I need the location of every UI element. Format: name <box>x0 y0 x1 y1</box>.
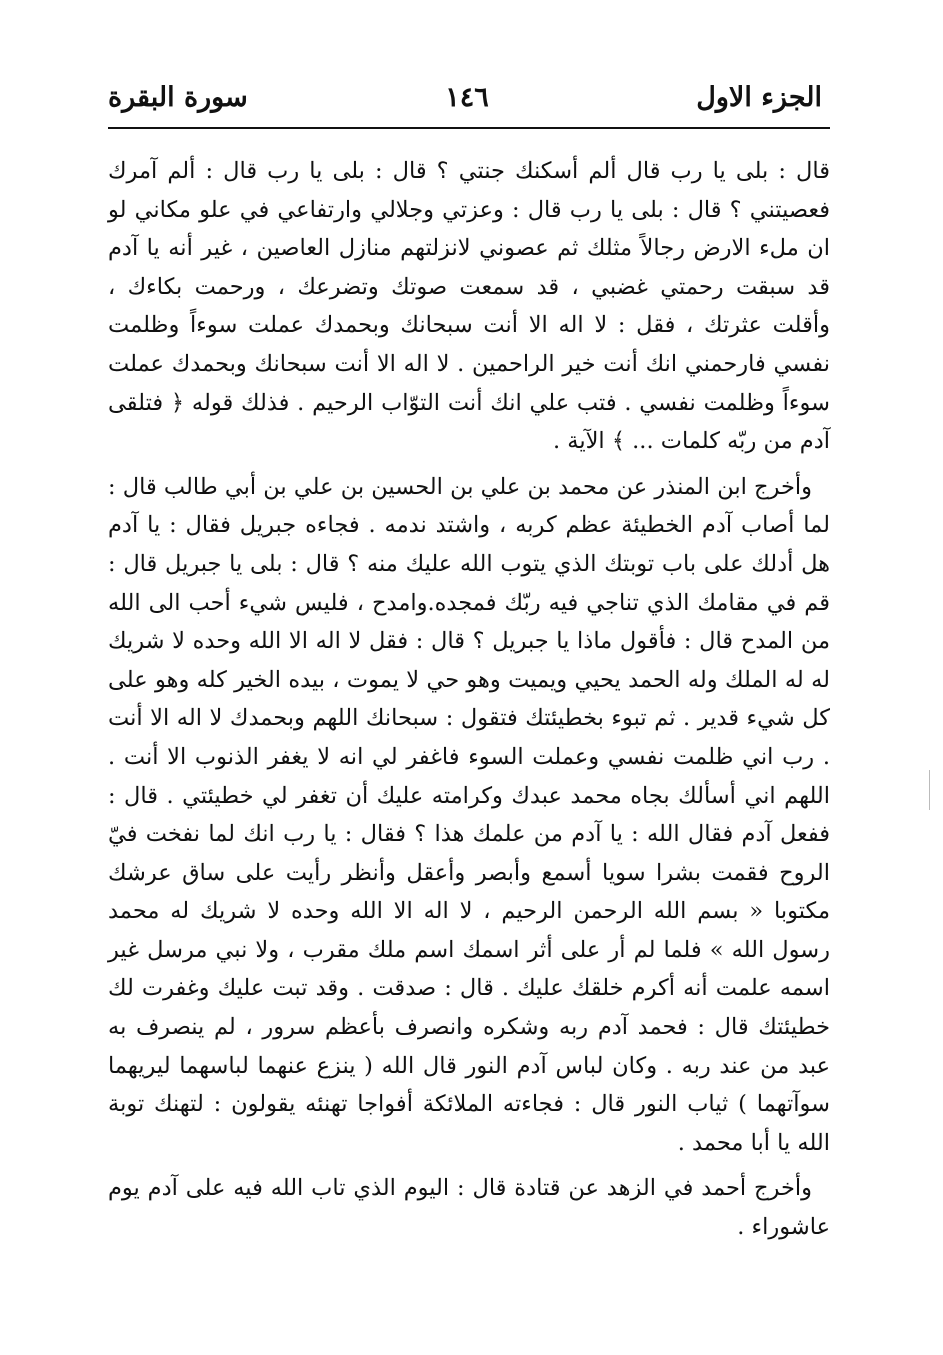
paragraph-ibn-almundhir: وأخرج ابن المنذر عن محمد بن علي بن الحسين بن علي بن أبي طالب قال : لما أصاب آدم الخطيئة عظم كربه ، واشتد ندمه . فجاءه جبريل فقال : يا آدم هل أدلك على باب توبتك الذي يتوب الله عليك منه ؟ قال : بلى يا جبريل قال : قم في مقامك الذي تناجي فيه ربّك فمجده.وامدح ، فليس شيء أحب الى الله من المدح قال : فأقول ماذا يا جبريل ؟ قال : فقل لا اله الا الله وحده لا شريك له له الملك وله الحمد يحيي ويميت وهو حي لا يموت ، بيده الخير كله وهو على كل شيء قدير . ثم تبوء بخطيئتك فتقول : سبحانك اللهم وبحمدك لا اله الا أنت . رب اني ظلمت نفسي وعملت السوء فاغفر لي انه لا يغفر الذنوب الا أنت . اللهم اني أسألك بجاه محمد عبدك وكرامته عليك أن تغفر لي خطيئتي . قال : ففعل آدم فقال الله : يا آدم من علمك هذا ؟ فقال : يا رب انك لما نفخت فيّ الروح فقمت بشرا سويا أسمع وأبصر وأعقل وأنظر رأيت على ساق عرشك مكتوبا « بسم الله الرحمن الرحيم ، لا اله الا الله وحده لا شريك له محمد رسول الله » فلما لم أر على أثر اسمك اسم ملك مقرب ، ولا نبي مرسل غير اسمه علمت أنه أكرم خلقك عليك . قال : صدقت . وقد تبت عليك وغفرت لك خطيئتك قال : فحمد آدم ربه وشكره وانصرف بأعظم سرور ، لم ينصرف به عبد من عند ربه . وكان لباس آدم النور قال الله ( ينزع عنهما لباسهما ليريهما سوآتهما ) ثياب النور قال : فجاءته الملائكة أفواجا تهنئه يقولون : لتهنك توبة الله يا أبا محمد . <box>108 473 830 1156</box>
header-divider <box>108 127 830 129</box>
page-header <box>108 78 826 126</box>
body-text <box>108 152 830 1247</box>
volume-title: الجزء الاول <box>696 82 822 113</box>
surah-title: سورة البقرة <box>108 82 248 113</box>
paragraph-continuation: قال : بلى يا رب قال ألم أسكنك جنتي ؟ قال : بلى يا رب قال : ألم آمرك فعصيتني ؟ قال : بلى يا رب قال : وعزتي وجلالي وارتفاعي في علو مكاني لو ان ملء الارض رجالاً مثلك ثم عصوني لانزلتهم منازل العاصين ، غير أنه يا آدم قد سبقت رحمتي غضبي ، قد سمعت صوتك وتضرعك ، ورحمت بكاءك ، وأقلت عثرتك ، فقل : لا اله الا أنت سبحانك وبحمدك عملت سوءاً وظلمت نفسي فارحمني انك أنت خير الراحمين . لا اله الا أنت سبحانك وبحمدك عملت سوءاً وظلمت نفسي . فتب علي انك أنت التوّاب الرحيم . فذلك قوله ﴿ فتلقى آدم من ربّه كلمات ... ﴾ الآية . <box>108 158 830 455</box>
page-number: ١٤٦ <box>445 82 489 113</box>
scan-edge-mark <box>929 770 930 810</box>
paragraph-ahmad-zuhd: وأخرج أحمد في الزهد عن قتادة قال : اليوم الذي تاب الله فيه على آدم يوم عاشوراء . <box>108 1175 830 1241</box>
